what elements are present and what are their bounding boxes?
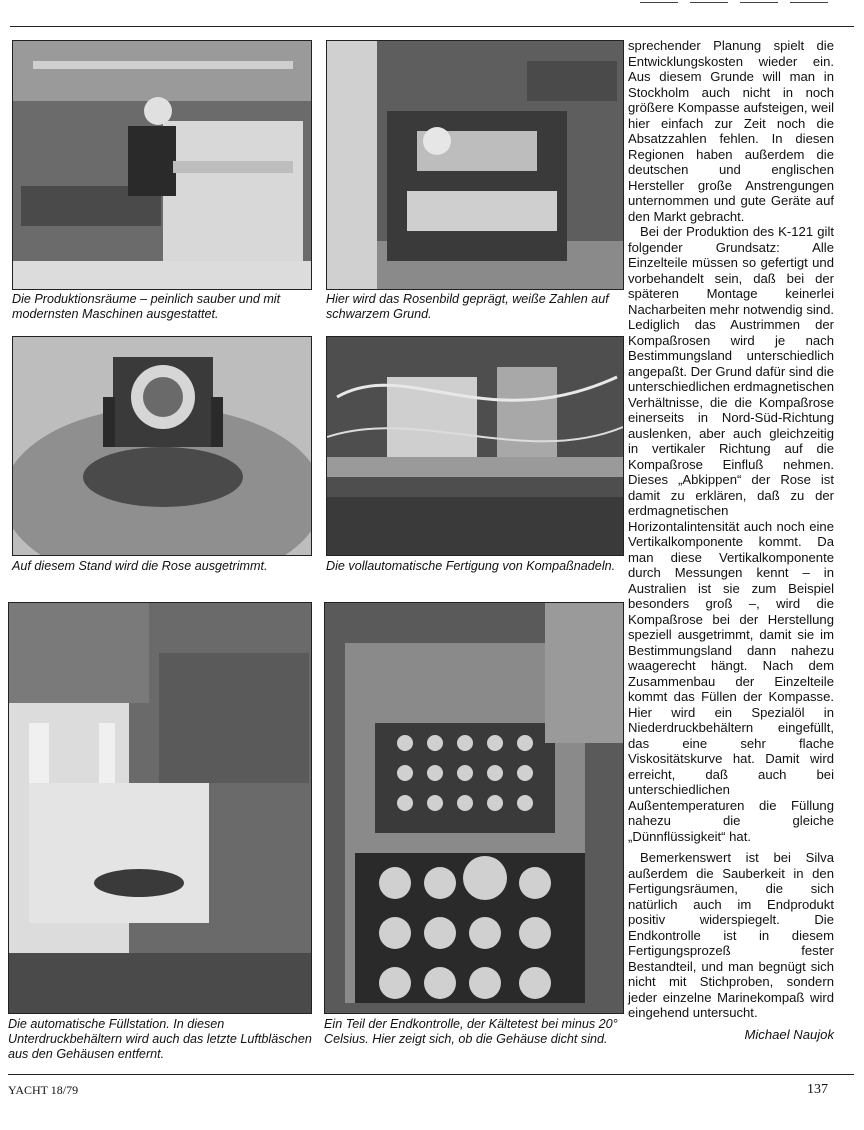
top-dash-1 (640, 2, 678, 3)
photo-needle-production (326, 336, 624, 556)
caption-production-rooms: Die Produktionsräume – peinlich sauber und mit modernsten Maschinen ausgestattet. (12, 292, 281, 321)
caption-filling-station: Die automatische Füllstation. In diesen Unterdruckbehältern wird auch das letzte Luftbläschen aus den Gehäusen entfernt. (8, 1017, 312, 1061)
top-dash-4 (790, 2, 828, 3)
article-paragraph-1: sprechender Planung spielt die Entwicklungskosten wieder ein. Aus diesem Grunde will man in Stockholm auch nicht in noch größere Kompasse aufsteigen, weil hier einfach zur Zeit noch die Absatzzahlen fehlen. In diesen Regionen haben außerdem die deutschen und englischen Hersteller große Anstrengungen unternommen und gute Geräte auf den Markt gebracht. (628, 38, 834, 224)
photo-trim-stand (12, 336, 312, 556)
photo-production-rooms (12, 40, 312, 290)
top-dash-2 (690, 2, 728, 3)
magazine-page (8, 38, 836, 1068)
photo-cold-test (324, 602, 624, 1014)
top-dash-3 (740, 2, 778, 3)
photo-filling-station (8, 602, 312, 1014)
caption-trim-stand: Auf diesem Stand wird die Rose ausgetrimmt. (12, 559, 268, 573)
article-text-column (628, 38, 834, 1042)
top-rule (10, 26, 854, 27)
caption-cold-test: Ein Teil der Endkontrolle, der Kältetest bei minus 20° Celsius. Hier zeigt sich, ob die Gehäuse dicht sind. (324, 1017, 618, 1046)
article-author: Michael Naujok (744, 1026, 834, 1042)
footer-page-number: 137 (807, 1082, 828, 1097)
article-paragraph-3: Bemerkenswert ist bei Silva außerdem die Sauberkeit in den Fertigungsräumen, die sich natürlich auch im Endprodukt positiv widerspiegelt. Die Endkontrolle ist in diesem Fertigungsprozeß fester Bestandteil, und man begnügt sich nicht mit Stichproben, sondern jeder einzelne Marinekompaß wird eingehend untersucht. (628, 850, 834, 1020)
caption-rose-print: Hier wird das Rosenbild geprägt, weiße Zahlen auf schwarzem Grund. (326, 292, 609, 321)
footer-publication: YACHT 18/79 (8, 1083, 79, 1097)
photo-rose-print (326, 40, 624, 290)
article-paragraph-2: Bei der Produktion des K-121 gilt folgender Grundsatz: Alle Einzelteile müssen so gefertigt und vorbehandelt sein, daß bei der späteren Montage keinerlei Nacharbeiten mehr notwendig sind. Lediglich das Austrimmen der Kompaßrosen wird je nach Bestimmungsland unterschiedlich angepaßt. Der Grund dafür sind die unterschiedlichen erdmagnetischen Verhältnisse, die die Kompaßrose einerseits in Nord-Süd-Richtung auslenken, aber auch gleichzeitig in vertikaler Richtung auf die Kompaßrose Einfluß nehmen. Dieses „Abkippen“ der Rose ist damit zu erklären, daß zu der erdmagnetischen Horizontalintensität auch noch eine Vertikalkomponente kommt. Da man diese Vertikalkomponente durch Messungen kennt – in Australien ist sie zum Beispiel besonders groß –, wird die Kompaßrose bei der Herstellung speziell ausgetrimmt, damit sie im Bestimmungsland dann nahezu waagerecht hängt. Nach dem Zusammenbau der Einzelteile kommt das Füllen der Kompasse. Hier wird ein Spezialöl in Niederdruckbehältern eingefüllt, das eine sehr flache Viskositätskurve hat. Damit wird erreicht, daß auch bei unterschiedlichen Außentemperaturen die Füllung nahezu die gleiche „Dünnflüssigkeit“ hat. (628, 224, 834, 844)
caption-needle-production: Die vollautomatische Fertigung von Kompaßnadeln. (326, 559, 616, 573)
bottom-rule (8, 1074, 854, 1075)
